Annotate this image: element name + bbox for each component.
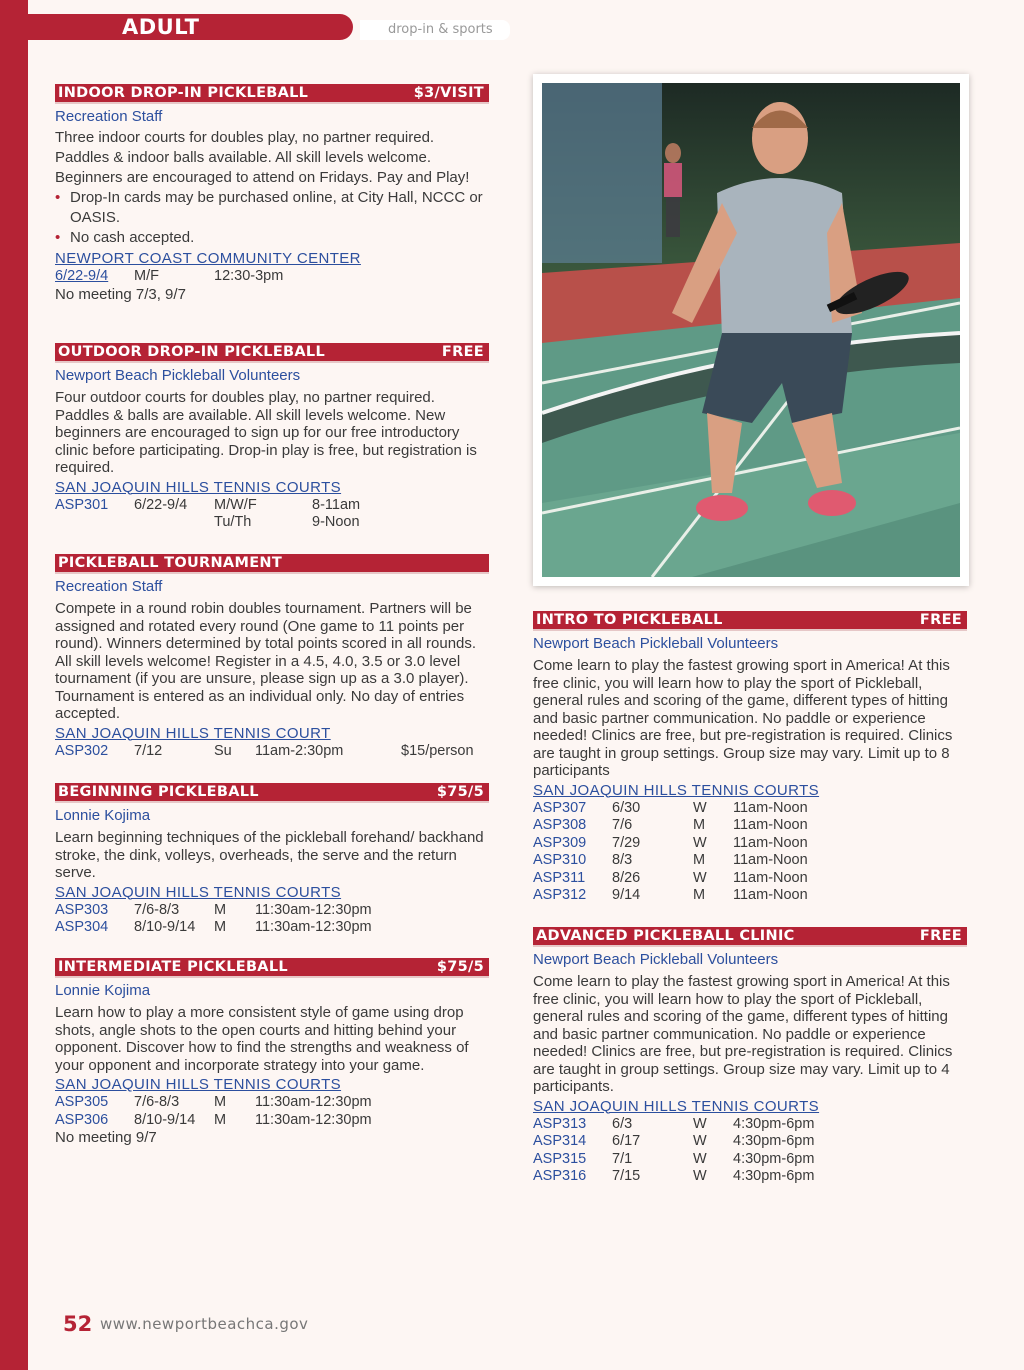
- program-header-bar: [55, 783, 489, 803]
- session-row: [55, 268, 489, 286]
- session-days: W: [693, 1133, 707, 1149]
- session-days: W: [693, 799, 707, 816]
- session-dates: 6/30: [612, 799, 641, 816]
- program-intro: [533, 611, 967, 905]
- session-row[interactable]: [533, 887, 967, 905]
- session-code[interactable]: ASP310: [533, 852, 587, 868]
- program-location-link[interactable]: SAN JOAQUIN HILLS TENNIS COURTS: [533, 1097, 820, 1115]
- program-title: OUTDOOR DROP-IN PICKLEBALL: [58, 344, 325, 360]
- session-days: M: [214, 1111, 227, 1128]
- program-price: $3/VISIT: [413, 85, 484, 101]
- session-dates: 6/17: [612, 1133, 641, 1149]
- session-time: 4:30pm-6pm: [733, 1168, 815, 1184]
- subcategory-tab: [360, 20, 510, 40]
- section-title: ADULT: [122, 15, 200, 39]
- program-description: Learn beginning techniques of the pickleball forehand/ backhand stroke, the dink, volleys, overheads, the serve and the return serve.: [55, 829, 484, 881]
- session-code[interactable]: ASP314: [533, 1133, 587, 1149]
- session-row[interactable]: [55, 497, 489, 515]
- bullet-item: • No cash accepted.: [55, 228, 489, 248]
- program-location-link[interactable]: NEWPORT COAST COMMUNITY CENTER: [55, 250, 361, 267]
- session-code[interactable]: ASP311: [533, 869, 586, 886]
- session-time: 4:30pm-6pm: [733, 1115, 815, 1132]
- session-days: Tu/Th: [214, 514, 252, 530]
- session-row[interactable]: [533, 817, 967, 835]
- program-header-bar: [533, 611, 967, 631]
- page-number: 52: [63, 1312, 93, 1336]
- session-days: M: [214, 901, 227, 918]
- session-row[interactable]: [55, 1094, 489, 1112]
- session-row[interactable]: [533, 1168, 967, 1186]
- program-description: Come learn to play the fastest growing sport in America! At this free clinic, you will learn how to play the sport of Pickleball, general rules and scoring of the game, different types of hitting and basic partner communication. No paddle or experience needed! Clinics are free, but pre-registration is required. Clinics are taught in group settings. Group size may vary. Limit up to 4 participants.: [533, 973, 953, 1095]
- session-code[interactable]: ASP309: [533, 834, 587, 851]
- session-dates: 8/26: [612, 869, 641, 886]
- session-time: 11:30am-12:30pm: [255, 1094, 372, 1110]
- program-instructor: Recreation Staff: [55, 578, 163, 595]
- session-time: 11am-Noon: [733, 799, 808, 816]
- session-dates: 8/3: [612, 852, 633, 868]
- program-advanced-clinic: [533, 927, 967, 1186]
- session-dates: 8/10-9/14: [134, 1111, 196, 1128]
- session-row[interactable]: [55, 919, 489, 937]
- website-link[interactable]: www.newportbeachca.gov: [100, 1315, 309, 1333]
- program-location-link[interactable]: SAN JOAQUIN HILLS TENNIS COURTS: [55, 1076, 342, 1093]
- program-price: FREE: [919, 612, 962, 628]
- session-dates: 8/10-9/14: [134, 919, 196, 935]
- subcategory-label: drop-in & sports: [388, 22, 493, 37]
- session-dates: 7/12: [134, 742, 163, 759]
- session-time: 11am-Noon: [733, 817, 808, 833]
- program-beginning: [55, 783, 489, 937]
- session-code[interactable]: ASP308: [533, 817, 587, 833]
- session-dates: 7/15: [612, 1168, 641, 1184]
- session-fee: $15/person: [401, 742, 474, 759]
- bullet-item: • Drop-In cards may be purchased online, at City Hall, NCCC or OASIS.: [55, 188, 489, 228]
- session-code[interactable]: ASP304: [55, 919, 109, 935]
- session-days: W: [693, 1168, 707, 1184]
- session-dates: 9/14: [612, 887, 641, 903]
- left-accent-bar: [0, 0, 28, 1370]
- program-price: FREE: [441, 344, 484, 360]
- program-header-bar: [55, 958, 489, 978]
- session-dates: 7/6-8/3: [134, 901, 180, 918]
- program-tournament: [55, 554, 489, 760]
- session-days: W: [693, 869, 707, 886]
- session-row[interactable]: [533, 835, 967, 853]
- program-header-bar: [55, 343, 489, 363]
- program-instructor: Recreation Staff: [55, 108, 163, 125]
- session-time: 11am-2:30pm: [255, 742, 344, 759]
- program-description: Three indoor courts for doubles play, no partner required. Paddles & indoor balls available. All skill levels welcome. Beginners are encouraged to attend on Fridays. Pay and Play!: [55, 129, 470, 186]
- session-row[interactable]: [533, 1133, 967, 1151]
- session-time: 4:30pm-6pm: [733, 1133, 815, 1149]
- session-days: M: [693, 887, 706, 903]
- session-days: W: [693, 1150, 707, 1167]
- session-row[interactable]: [533, 852, 967, 870]
- pickleball-player-photo: [533, 74, 969, 586]
- program-price: FREE: [919, 928, 962, 944]
- session-row[interactable]: [55, 743, 489, 761]
- program-instructor: Newport Beach Pickleball Volunteers: [533, 951, 779, 968]
- session-days: M: [693, 817, 706, 833]
- session-row[interactable]: [55, 902, 489, 920]
- program-price: $75/5: [436, 959, 484, 975]
- session-days: Su: [214, 742, 232, 759]
- session-code[interactable]: ASP316: [533, 1168, 587, 1184]
- session-time: 12:30-3pm: [214, 268, 284, 284]
- session-days: M: [693, 852, 706, 868]
- session-days: M: [214, 919, 227, 935]
- session-time: 9-Noon: [312, 514, 360, 530]
- program-header-bar: [533, 927, 967, 947]
- session-days: M: [214, 1094, 227, 1110]
- session-days: M/W/F: [214, 496, 257, 513]
- program-title: ADVANCED PICKLEBALL CLINIC: [536, 928, 795, 944]
- program-location-link[interactable]: SAN JOAQUIN HILLS TENNIS COURTS: [533, 781, 820, 799]
- section-header-tab: [28, 14, 353, 40]
- session-time: 11am-Noon: [733, 852, 808, 868]
- session-dates: 6/22-9/4: [134, 496, 188, 513]
- session-code[interactable]: ASP313: [533, 1115, 587, 1132]
- session-days: W: [693, 1115, 707, 1132]
- program-description: Four outdoor courts for doubles play, no partner required. Paddles & balls are available. All skill levels welcome. New beginners are encouraged to sign up for our free introductory clinic before participating. Drop-in play is free, but registration is required.: [55, 389, 477, 476]
- session-time: 11:30am-12:30pm: [255, 1111, 372, 1128]
- session-code[interactable]: ASP305: [55, 1094, 109, 1110]
- session-code[interactable]: ASP312: [533, 887, 587, 903]
- session-time: 11:30am-12:30pm: [255, 901, 372, 918]
- session-time: 11am-Noon: [733, 869, 808, 886]
- program-bullets: [55, 188, 489, 248]
- program-location-link[interactable]: SAN JOAQUIN HILLS TENNIS COURT: [55, 724, 331, 742]
- session-code[interactable]: ASP315: [533, 1150, 587, 1167]
- program-note: No meeting 7/3, 9/7: [55, 285, 186, 303]
- session-code[interactable]: ASP306: [55, 1111, 109, 1128]
- program-description: Compete in a round robin doubles tournament. Partners will be assigned and rotated every round (One game to 11 points per round). Winners determined by total points scored in all rounds. All skill levels welcome! Register in a 4.5, 4.0, 3.5 or 3.0 level tournament (if you are unsure, please sign up as a 3.0 player). Tournament is entered as an individual only. No day of entries accepted.: [55, 600, 477, 722]
- program-price: $75/5: [436, 784, 484, 800]
- session-days: W: [693, 834, 707, 851]
- program-title: INDOOR DROP-IN PICKLEBALL: [58, 85, 309, 101]
- program-header-bar: [55, 84, 489, 104]
- session-code[interactable]: ASP307: [533, 799, 587, 816]
- session-row[interactable]: [533, 1151, 967, 1169]
- program-header-bar: [55, 554, 489, 574]
- session-code[interactable]: ASP303: [55, 901, 109, 918]
- session-dates: 6/3: [612, 1115, 633, 1132]
- program-title: INTRO TO PICKLEBALL: [536, 612, 723, 628]
- session-time: 4:30pm-6pm: [733, 1150, 815, 1167]
- program-instructor: Newport Beach Pickleball Volunteers: [533, 635, 779, 652]
- photo-illustration: [542, 83, 960, 577]
- session-row[interactable]: [533, 870, 967, 888]
- session-time: 8-11am: [312, 496, 361, 513]
- session-time: 11:30am-12:30pm: [255, 919, 372, 935]
- program-location-link[interactable]: SAN JOAQUIN HILLS TENNIS COURTS: [55, 478, 342, 496]
- program-description: Come learn to play the fastest growing sport in America! At this free clinic, you will learn how to play the sport of Pickleball, general rules and scoring of the game, different types of hitting and basic partner communication. No paddle or experience needed! Clinics are free, but pre-registration is required. Clinics are taught in group settings. Group size may vary. Limit up to 8 participants: [533, 657, 953, 779]
- session-dates: 7/1: [612, 1150, 633, 1167]
- program-title: INTERMEDIATE PICKLEBALL: [58, 959, 288, 975]
- session-row: [55, 514, 489, 532]
- session-row[interactable]: [533, 1116, 967, 1134]
- program-title: BEGINNING PICKLEBALL: [58, 784, 259, 800]
- session-dates: 7/6-8/3: [134, 1094, 180, 1110]
- session-time: 11am-Noon: [733, 834, 808, 851]
- session-dates: 7/6: [612, 817, 633, 833]
- session-dates[interactable]: 6/22-9/4: [55, 268, 109, 284]
- program-instructor: Lonnie Kojima: [55, 807, 151, 824]
- session-days: M/F: [134, 268, 159, 284]
- program-indoor-drop-in: [55, 84, 489, 303]
- session-code[interactable]: ASP302: [55, 742, 109, 759]
- program-instructor: Lonnie Kojima: [55, 982, 151, 999]
- program-intermediate: [55, 958, 489, 1147]
- session-dates: 7/29: [612, 834, 641, 851]
- session-time: 11am-Noon: [733, 887, 808, 903]
- program-instructor: Newport Beach Pickleball Volunteers: [55, 367, 301, 384]
- program-note: No meeting 9/7: [55, 1129, 157, 1146]
- session-code[interactable]: ASP301: [55, 496, 109, 513]
- program-location-link[interactable]: SAN JOAQUIN HILLS TENNIS COURTS: [55, 883, 342, 901]
- program-outdoor-drop-in: [55, 343, 489, 532]
- session-row[interactable]: [533, 800, 967, 818]
- session-row[interactable]: [55, 1112, 489, 1130]
- program-title: PICKLEBALL TOURNAMENT: [58, 555, 283, 571]
- program-description: Learn how to play a more consistent style of game using drop shots, angle shots to the open courts and hitting behind your opponent. Discover how to find the strengths and weakness of your opponent and incorporate strategy into your game.: [55, 1004, 469, 1074]
